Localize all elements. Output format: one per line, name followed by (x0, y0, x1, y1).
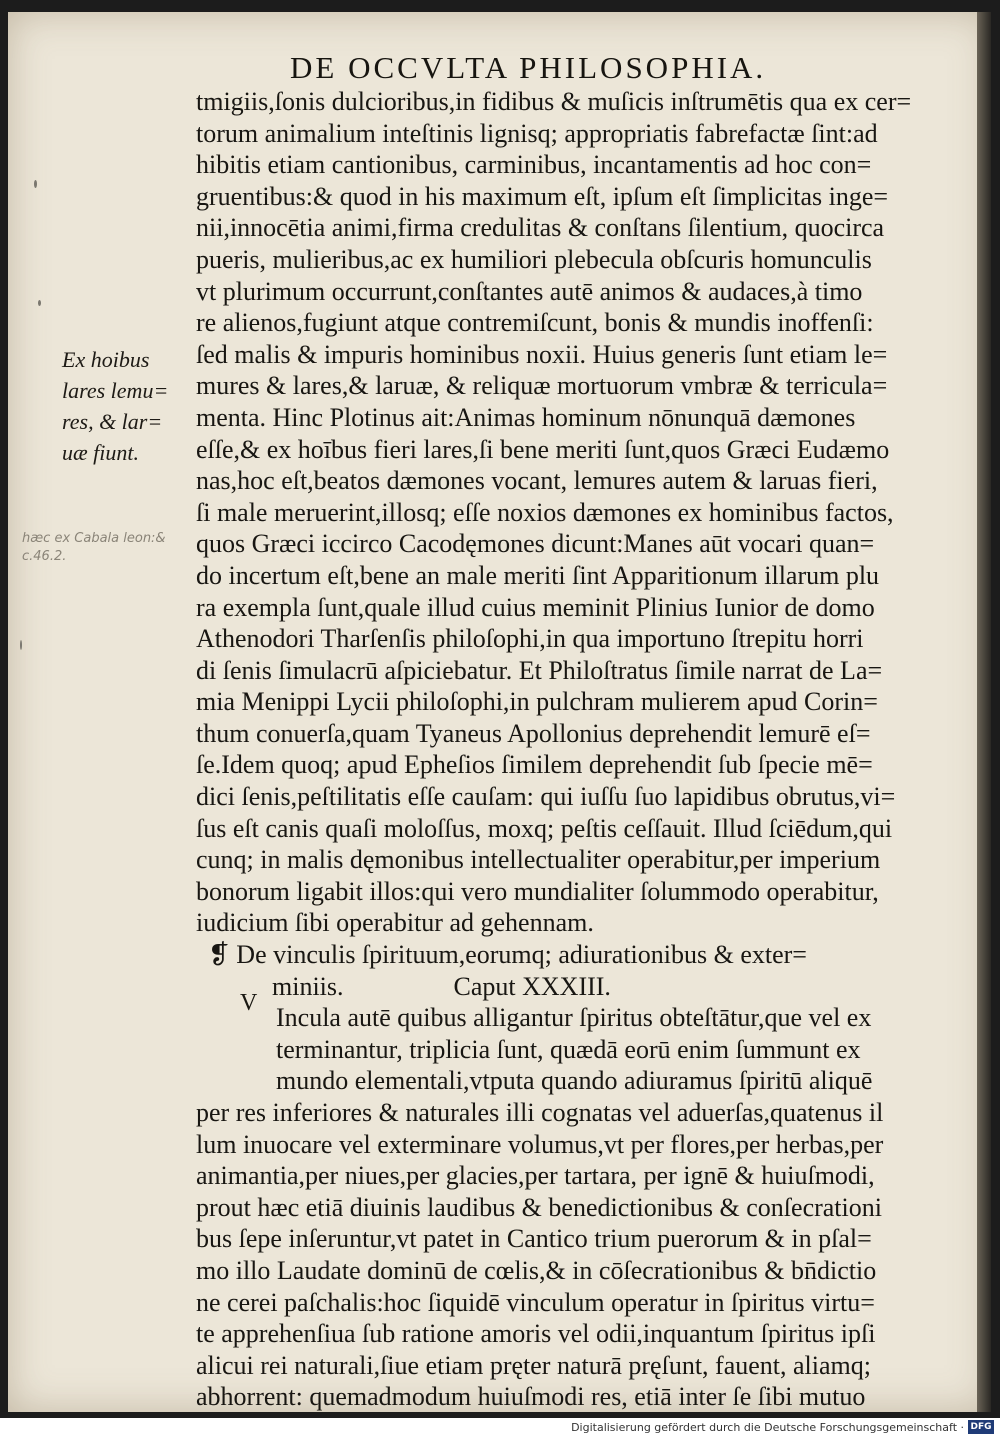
text-line: pueris, mulieribus,ac ex humiliori plebecula obſcuris homunculis (196, 244, 872, 274)
text-line: mia Menippi Lycii philoſophi,in pulchram mulierem apud Corin= (196, 687, 878, 717)
text-line: torum animalium inteſtinis lignisq; appropriatis fabrefactæ ſint:ad (196, 118, 878, 148)
marginal-note-line: res, & lar= (62, 409, 163, 434)
text-line: hibitis etiam cantionibus, carminibus, incantamentis ad hoc con= (196, 150, 872, 180)
drop-initial: V (240, 990, 258, 1016)
text-line: te apprehenſiua ſub ratione amoris vel odii,inquantum ſpiritus ipſi (196, 1319, 876, 1349)
text-line: iudicium ſibi operabitur ad gehennam. (196, 908, 594, 938)
main-text-block (184, 86, 944, 1413)
text-line: ſe.Idem quoq; apud Epheſios ſimilem deprehendit ſub ſpecie mē= (196, 750, 873, 780)
chapter-heading (184, 939, 944, 971)
marginal-note-line: Ex hoibus (62, 347, 150, 372)
text-line: di ſenis ſimulacrū aſpiciebatur. Et Philoſtratus ſimile narrat de La= (196, 655, 883, 685)
text-line: mures & lares,& laruæ, & reliquæ mortuorum vmbræ & terricula= (196, 371, 888, 401)
handwritten-annotation (22, 530, 166, 566)
digitization-credit: Digitalisierung gefördert durch die Deutsche Forschungsgemeinschaft · (571, 1421, 964, 1434)
text-line: bus ſepe inſeruntur,vt patet in Cantico trium puerorum & in pſal= (196, 1224, 872, 1254)
paper-blemish (38, 300, 41, 306)
paper-blemish (34, 180, 37, 188)
handwritten-line: hæc ex Cabala leon:& (22, 531, 166, 546)
text-line: terminantur, triplicia ſunt, quædā eorū enim ſummunt ex (276, 1034, 861, 1064)
text-line: vt plurimum occurrunt,conſtantes autē animos & audaces,à timo (196, 276, 863, 306)
marginal-note (62, 344, 182, 468)
text-line: ſed malis & impuris hominibus noxii. Huius generis ſunt etiam le= (196, 339, 888, 369)
text-line: animantia,per niues,per glacies,per tartara, per ignē & huiuſmodi, (196, 1161, 875, 1191)
text-line: nii,innocētia animi,firma credulitas & conſtans ſilentium, quocirca (196, 213, 885, 243)
marginal-note-line: lares lemu= (62, 378, 169, 403)
text-line: cunq; in malis dęmonibus intellectualiter operabitur,per imperium (196, 845, 881, 875)
text-line: mundo elementali,vtputa quando adiuramus ſpiritū aliquē (276, 1066, 873, 1096)
handwritten-line: c.46.2. (22, 549, 67, 564)
text-line: bonorum ligabit illos:qui vero mundialiter ſolummodo operabitur, (196, 876, 879, 906)
text-line: menta. Hinc Plotinus ait:Animas hominum nōnunquā dæmones (196, 402, 856, 432)
paragraph-mark-icon: ❡ (208, 940, 237, 970)
text-line: prout hæc etiā diuinis laudibus & benedictionibus & conſecrationi (196, 1192, 882, 1222)
paper-blemish (20, 640, 22, 650)
text-line: dici ſenis,peſtilitatis eſſe cauſam: qui iuſſu ſuo lapidibus obrutus,vi= (196, 782, 896, 812)
chapter-heading-cont: miniis. (272, 971, 344, 1001)
text-line: lum inuocare vel exterminare volumus,vt per flores,per herbas,per (196, 1129, 884, 1159)
text-line: ne cerei paſchalis:hoc ſiquidē vinculum operatur in ſpiritus virtu= (196, 1287, 875, 1317)
marginal-note-line: uæ fiunt. (62, 440, 140, 465)
text-line: ſus eſt canis quaſi moloſſus, moxq; peſtis ceſſauit. Illud ſciēdum,qui (196, 813, 893, 843)
text-line: gruentibus:& quod in his maximum eſt, ipſum eſt ſimplicitas inge= (196, 181, 889, 211)
dfg-logo-icon: DFG (968, 1420, 994, 1434)
text-line: eſſe,& ex hoībus fieri lares,ſi bene meriti ſunt,quos Græci Eudæmo (196, 434, 890, 464)
text-line: quos Græci iccirco Cacodęmones dicunt:Manes aūt vocari quan= (196, 529, 875, 559)
text-line: re alienos,fugiunt atque contremiſcunt, bonis & mundis inoffenſi: (196, 308, 874, 338)
text-line: ra exempla ſunt,quale illud cuius meminit Plinius Iunior de domo (196, 592, 875, 622)
page-edge-shadow (977, 12, 991, 1412)
text-line: thum conuerſa,quam Tyaneus Apollonius deprehendit lemurē eſ= (196, 718, 871, 748)
text-line: do incertum eſt,bene an male meriti ſint Apparitionum illarum plu (196, 560, 880, 590)
chapter-heading-line2 (184, 971, 944, 1003)
text-line: ſi male meruerint,illosq; eſſe noxios dæmones ex hominibus factos, (196, 497, 894, 527)
text-line: Incula autē quibus alligantur ſpiritus obteſtātur,que vel ex (276, 1003, 872, 1033)
text-line: alicui rei naturali,ſiue etiam pręter naturā pręſunt, fauent, aliamq; (196, 1350, 871, 1380)
chapter-number: Caput XXXIII. (453, 971, 611, 1001)
text-line: abhorrent: quemadmodum huiuſmodi res, etiā inter ſe ſibi mutuo (196, 1382, 866, 1412)
text-line: per res inferiores & naturales illi cognatas vel aduerſas,quatenus il (196, 1098, 884, 1127)
text-line: Athenodori Tharſenſis philoſophi,in qua importuno ſtrepitu horri (196, 624, 864, 654)
text-line: tmigiis,ſonis dulcioribus,in fidibus & muſicis inſtrumētis qua ex cer= (196, 87, 912, 116)
text-line: mo illo Laudate dominū de cœlis,& in cōſecrationibus & bn̄dictio (196, 1255, 877, 1285)
chapter-heading-line: De vinculis ſpirituum,eorumq; adiurationibus & exter= (236, 940, 807, 970)
running-header: DE OCCVLTA PHILOSOPHIA. (290, 50, 767, 85)
text-line: nas,hoc eſt,beatos dæmones vocant, lemures autem & laruas fieri, (196, 466, 878, 496)
